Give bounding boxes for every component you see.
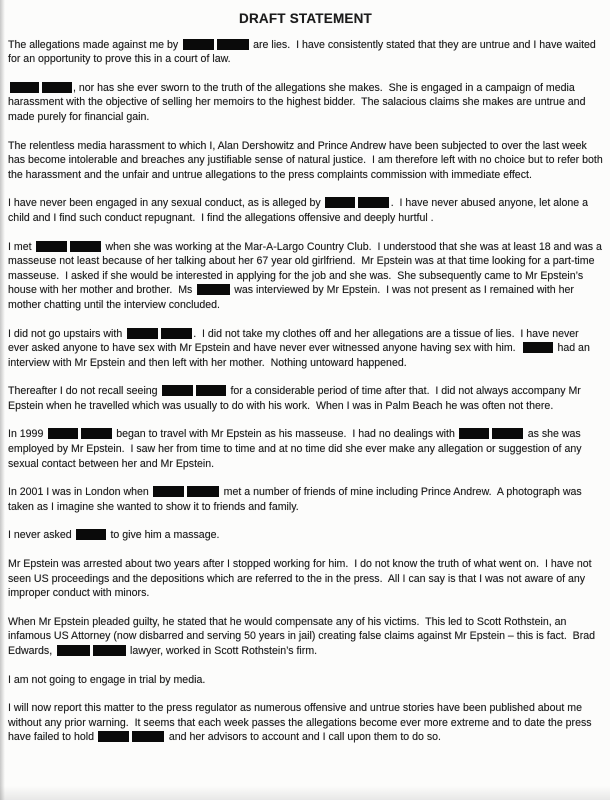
redaction-box xyxy=(132,731,164,742)
redaction-box xyxy=(153,486,184,497)
redaction-box xyxy=(196,385,226,396)
paragraph: I will now report this matter to the press regulator as numerous offensive and untrue stories have been published about me without any prior warning. It seems that each week passes the allegations become ever more extreme and to date the press have failed to hold and her advisors to account and I call upon them to do so. xyxy=(8,702,592,744)
paragraph: I never asked to give him a massage. xyxy=(8,529,220,542)
redaction-box xyxy=(523,342,553,353)
paragraph: I met when she was working at the Mar-A-Largo Country Club. I understood that she was at least 18 and was a masseuse not least because of her talking about her 67 year old girlfriend. Mr Epstein was at that time looking for a part-time masseuse. I asked if she would be interested in applying for the job and she was. She subsequently came to Mr Epstein’s house with her mother and brother. Ms was interviewed by Mr Epstein. I was not present as I remained with her mother chatting until the interview concluded. xyxy=(8,240,602,311)
paragraph: Thereafter I do not recall seeing for a considerable period of time after that. I did not always accompany Mr Epstein when he travelled which was usually to do with his work. When I was in Palm Beach he was often not there. xyxy=(8,385,581,412)
redaction-box xyxy=(36,241,67,252)
redaction-box xyxy=(93,645,126,656)
redaction-box xyxy=(197,284,230,295)
redaction-box xyxy=(492,428,523,439)
redaction-box xyxy=(162,385,193,396)
redaction-box xyxy=(127,328,158,339)
redaction-box xyxy=(358,197,389,208)
paragraph: , nor has she ever sworn to the truth of the allegations she makes. She is engaged in a campaign of media harassment with the objective of selling her memoirs to the highest bidder. The salacious claims she makes are untrue and made purely for financial gain. xyxy=(8,81,586,123)
document-title: DRAFT STATEMENT xyxy=(239,11,372,26)
redaction-box xyxy=(76,529,106,540)
paragraph: The relentless media harassment to which I, Alan Dershowitz and Prince Andrew have been subjected to over the last week has become intolerable and breaches any justifiable sense of natural justice. I am therefore left with no choice but to refer both the harassment and the unfair and untrue allegations to the press complaints commission with immediate effect. xyxy=(8,139,603,181)
redaction-box xyxy=(81,428,112,439)
paragraph: I did not go upstairs with . I did not take my clothes off and her allegations are a tissue of lies. I have never ever asked anyone to have sex with Mr Epstein and have never ever witnessed anyone having sex with him. had an interview with Mr Epstein and then left with her mother. Nothing untoward happened. xyxy=(8,327,590,369)
paragraph: When Mr Epstein pleaded guilty, he stated that he would compensate any of his victims. This led to Scott Rothstein, an infamous US Attorney (now disbarred and serving 50 years in jail) creating false claims against Mr Epstein – this is fact. Brad Edwards, lawyer, worked in Scott Rothstein’s firm. xyxy=(8,615,596,657)
document-body xyxy=(8,38,603,745)
redaction-box xyxy=(42,82,72,93)
redaction-box xyxy=(57,645,90,656)
paragraph: In 1999 began to travel with Mr Epstein as his masseuse. I had no dealings with as she was employed by Mr Epstein. I saw her from time to time and at no time did she ever make any allegation or suggestion of any sexual contact between her and Mr Epstein. xyxy=(8,428,582,470)
redaction-box xyxy=(48,428,78,439)
redaction-box xyxy=(98,731,129,742)
paragraph: The allegations made against me by are lies. I have consistently stated that they are untrue and I have waited for an opportunity to prove this in a court of law. xyxy=(8,38,596,66)
redaction-box xyxy=(459,428,489,439)
paragraph: Mr Epstein was arrested about two years after I stopped working for him. I do not know the truth of what went on. I have not seen US proceedings and the depositions which are referred to the in the press. All I can say is that I was not aware of any improper conduct with minors. xyxy=(8,558,592,600)
redaction-box xyxy=(161,328,192,339)
redaction-box xyxy=(217,39,249,50)
redaction-box xyxy=(70,241,101,252)
redaction-box xyxy=(10,82,39,93)
redaction-box xyxy=(183,39,214,50)
paragraph: In 2001 I was in London when met a number of friends of mine including Prince Andrew. A photograph was taken as I imagine she wanted to show it to friends and family. xyxy=(8,486,582,513)
redaction-box xyxy=(325,197,355,208)
paragraph: I have never been engaged in any sexual conduct, as is alleged by . I have never abused anyone, let alone a child and I find such conduct repugnant. I find the allegations offensive and deeply hurtful . xyxy=(8,197,588,224)
paragraph: I am not going to engage in trial by media. xyxy=(8,673,206,686)
redaction-box xyxy=(187,486,219,497)
